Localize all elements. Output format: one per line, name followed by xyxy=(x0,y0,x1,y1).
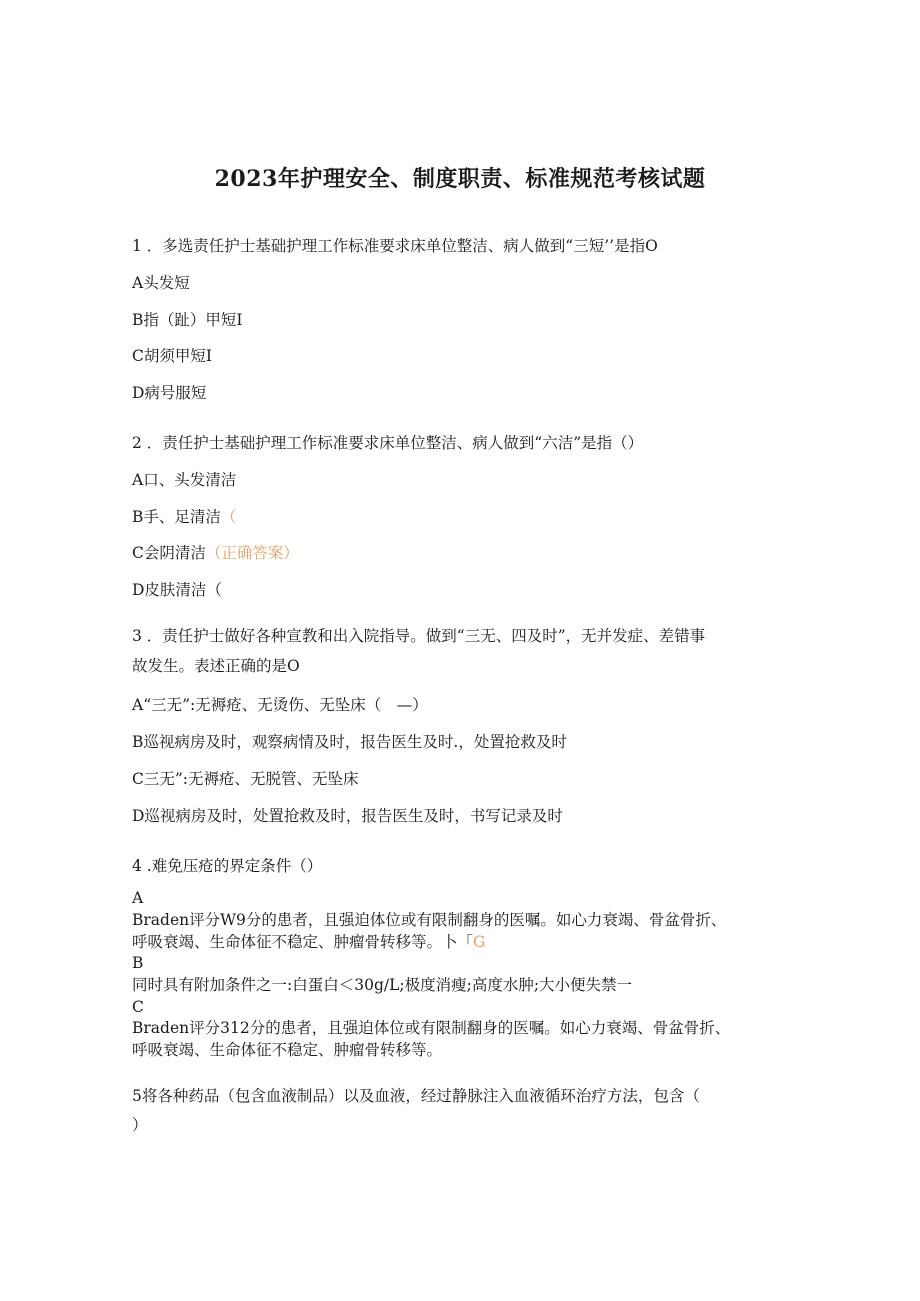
question-1-option-c: C胡须甲短I xyxy=(132,347,212,365)
question-4-option-a-line2 xyxy=(132,932,485,952)
question-4-option-a-label: A xyxy=(132,889,144,907)
question-5-stem-line2: ） xyxy=(132,1116,148,1134)
question-3-option-a: A“三无”:无褥疮、无烫伤、无坠床（ —） xyxy=(132,696,428,714)
question-3-option-b: B巡视病房及时，观察病情及时，报告医生及时.，处置抢救及时 xyxy=(132,733,567,751)
answer-mark: G xyxy=(473,933,486,951)
question-3-option-d: D巡视病房及时，处置抢救及时，报告医生及时，书写记录及时 xyxy=(132,807,563,825)
option-text: 呼吸衰竭、生命体征不稳定、肿瘤骨转移等。卜「 xyxy=(132,933,474,951)
answer-mark: （ xyxy=(220,508,237,526)
question-1-option-a: A头发短 xyxy=(132,274,190,292)
question-2-option-d: D皮肤清洁（ xyxy=(132,581,222,599)
question-1-stem: 1 ．多选责任护士基础护理工作标准要求床单位整洁、病人做到“三短’’是指O xyxy=(132,237,658,255)
question-4-option-c-line2: 呼吸衰竭、生命体征不稳定、肿瘤骨转移等。 xyxy=(132,1041,443,1059)
question-3-stem-line1: 3 ．责任护士做好各种宣教和出入院指导。做到“三无、四及时”，无并发症、差错事 xyxy=(132,627,706,645)
correct-answer-mark: （正确答案） xyxy=(205,544,299,562)
question-4-option-b-label: B xyxy=(132,954,144,972)
option-text: C会阴清洁 xyxy=(132,544,206,562)
question-2-option-c xyxy=(132,543,299,563)
question-2-stem: 2 ．责任护士基础护理工作标准要求床单位整洁、病人做到“六洁”是指（） xyxy=(132,434,644,452)
question-4-option-c-label: C xyxy=(132,998,144,1016)
question-5-stem-line1: 5将各种药品（包含血液制品）以及血液，经过静脉注入血液循环治疗方法，包含（ xyxy=(132,1087,700,1105)
question-1-option-d: D病号服短 xyxy=(132,384,207,402)
question-2-option-a: A口、头发清洁 xyxy=(132,471,237,489)
question-1-option-b: B指（趾）甲短I xyxy=(132,311,243,329)
option-text: B手、足清洁 xyxy=(132,508,221,526)
question-4-stem: 4 .难免压疮的界定条件（） xyxy=(132,857,323,875)
question-3-option-c: C三无”:无褥疮、无脱管、无坠床 xyxy=(132,770,359,788)
page-title: 2023年护理安全、制度职责、标准规范考核试题 xyxy=(214,166,706,192)
question-2-option-b xyxy=(132,507,236,527)
question-4-option-a-line1: Braden评分W9分的患者，且强迫体位或有限制翻身的医嘱。如心力衰竭、骨盆骨折、 xyxy=(132,911,727,929)
question-4-option-b-line1: 同时具有附加条件之一:白蛋白＜30g∕L;极度消瘦;高度水肿;大小便失禁一 xyxy=(132,976,633,994)
question-4-option-c-line1: Braden评分312分的患者，且强迫体位或有限制翻身的医嘱。如心力衰竭、骨盆骨折、 xyxy=(132,1019,731,1037)
question-3-stem-line2: 故发生。表述正确的是O xyxy=(132,657,300,675)
